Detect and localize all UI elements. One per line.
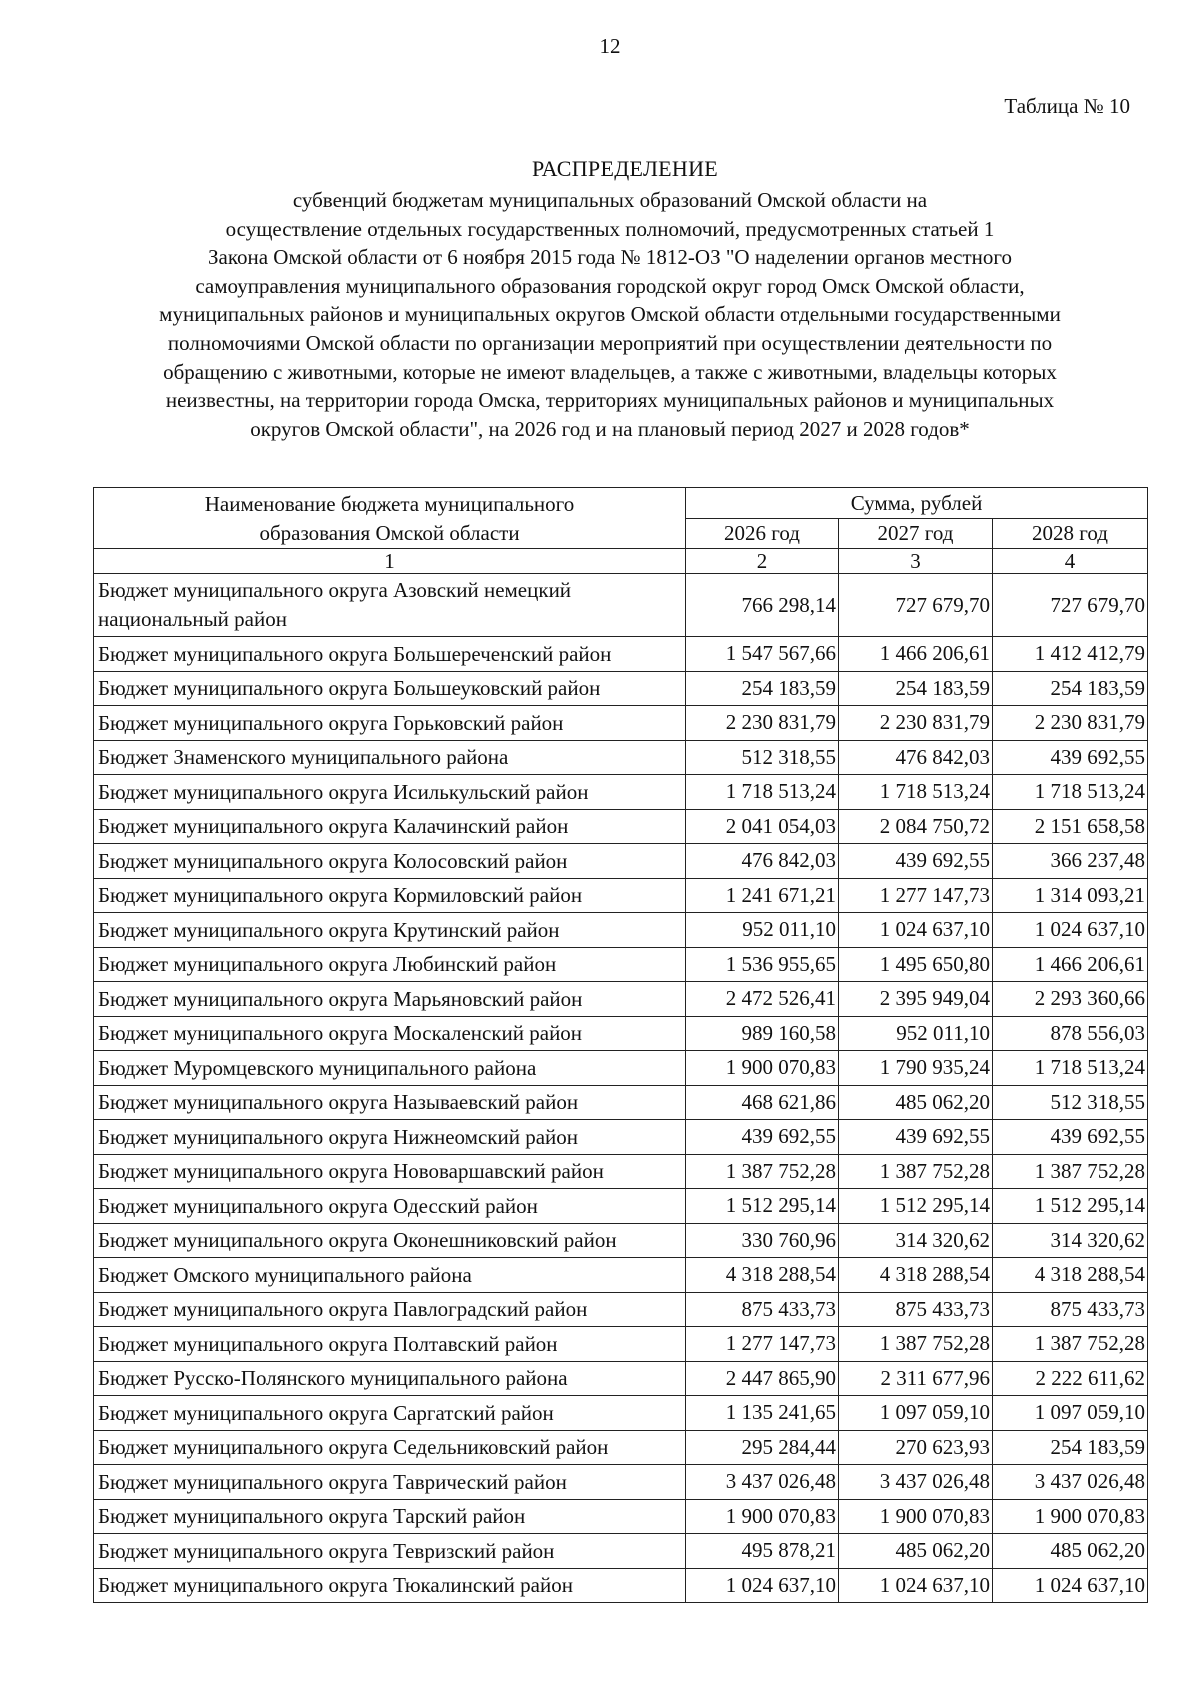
amount-2026-cell: 330 760,96 [686, 1223, 839, 1258]
amount-2026-cell: 1 900 070,83 [686, 1499, 839, 1534]
amount-2026-cell: 1 536 955,65 [686, 947, 839, 982]
budget-name-cell: Бюджет муниципального округа Седельниковский район [94, 1430, 686, 1465]
table-row [94, 1223, 1148, 1258]
column-number: 4 [993, 549, 1148, 574]
budget-name-cell: Бюджет муниципального округа Москаленский район [94, 1016, 686, 1051]
amount-2028-cell: 2 293 360,66 [993, 982, 1148, 1017]
amount-2027-cell: 1 097 059,10 [839, 1396, 993, 1431]
amount-2027-cell: 1 718 513,24 [839, 775, 993, 810]
amount-2027-cell: 485 062,20 [839, 1534, 993, 1569]
budget-name-cell: Бюджет муниципального округа Нижнеомский район [94, 1120, 686, 1155]
amount-2028-cell: 1 718 513,24 [993, 775, 1148, 810]
amount-2026-cell: 439 692,55 [686, 1120, 839, 1155]
table-row [94, 1430, 1148, 1465]
subtitle-line: неизвестны, на территории города Омска, территориях муниципальных районов и муниципальных [165, 388, 1055, 413]
subvention-table [93, 487, 1148, 1603]
amount-2026-cell: 952 011,10 [686, 913, 839, 948]
amount-2028-cell: 485 062,20 [993, 1534, 1148, 1569]
amount-2026-cell: 2 230 831,79 [686, 706, 839, 741]
table-row [94, 844, 1148, 879]
header-budget-name: Наименование бюджета муниципального образования Омской области [94, 488, 686, 549]
budget-name-cell: Бюджет муниципального округа Калачинский район [94, 809, 686, 844]
subtitle-line: самоуправления муниципального образования городской округ город Омск Омской области, [195, 273, 1025, 298]
table-header [94, 488, 1148, 574]
budget-name-cell: Бюджет муниципального округа Большереченский район [94, 637, 686, 672]
budget-name-cell: Бюджет муниципального округа Саргатский район [94, 1396, 686, 1431]
amount-2028-cell: 1 387 752,28 [993, 1154, 1148, 1189]
table-row [94, 913, 1148, 948]
budget-name-cell: Бюджет Русско-Полянского муниципального района [94, 1361, 686, 1396]
amount-2026-cell: 2 472 526,41 [686, 982, 839, 1017]
amount-2027-cell: 1 790 935,24 [839, 1051, 993, 1086]
amount-2027-cell: 2 395 949,04 [839, 982, 993, 1017]
amount-2026-cell: 1 387 752,28 [686, 1154, 839, 1189]
subtitle-line: Закона Омской области от 6 ноября 2015 года № 1812-ОЗ "О наделении органов местного [208, 245, 1012, 270]
table-row [94, 574, 1148, 637]
table-row [94, 740, 1148, 775]
table-row [94, 1568, 1148, 1603]
budget-name-cell: Бюджет муниципального округа Крутинский район [94, 913, 686, 948]
table-row [94, 1085, 1148, 1120]
amount-2026-cell: 1 718 513,24 [686, 775, 839, 810]
table-row [94, 1327, 1148, 1362]
budget-name-cell: Бюджет муниципального округа Называевский район [94, 1085, 686, 1120]
amount-2028-cell: 727 679,70 [993, 574, 1148, 637]
budget-name-cell: Бюджет муниципального округа Исилькульский район [94, 775, 686, 810]
budget-name-cell: Бюджет муниципального округа Любинский район [94, 947, 686, 982]
table-row [94, 1396, 1148, 1431]
amount-2027-cell: 476 842,03 [839, 740, 993, 775]
amount-2026-cell: 254 183,59 [686, 671, 839, 706]
amount-2027-cell: 2 311 677,96 [839, 1361, 993, 1396]
amount-2026-cell: 1 024 637,10 [686, 1568, 839, 1603]
subtitle-line: осуществление отдельных государственных полномочий, предусмотренных статьей 1 [225, 216, 995, 241]
amount-2027-cell: 3 437 026,48 [839, 1465, 993, 1500]
amount-2028-cell: 1 024 637,10 [993, 1568, 1148, 1603]
budget-name-cell: Бюджет муниципального округа Полтавский район [94, 1327, 686, 1362]
subtitle-line: обращению с животными, которые не имеют владельцев, а также с животными, владельцы которых [163, 359, 1057, 384]
amount-2027-cell: 952 011,10 [839, 1016, 993, 1051]
budget-name-cell: Бюджет Омского муниципального района [94, 1258, 686, 1293]
amount-2027-cell: 2 230 831,79 [839, 706, 993, 741]
amount-2027-cell: 1 277 147,73 [839, 878, 993, 913]
header-year-2027: 2027 год [839, 518, 993, 549]
table-row [94, 1292, 1148, 1327]
amount-2026-cell: 1 900 070,83 [686, 1051, 839, 1086]
column-number: 3 [839, 549, 993, 574]
amount-2026-cell: 1 277 147,73 [686, 1327, 839, 1362]
amount-2028-cell: 254 183,59 [993, 671, 1148, 706]
amount-2026-cell: 2 041 054,03 [686, 809, 839, 844]
table-label: Таблица № 10 [1004, 94, 1130, 118]
budget-name-cell: Бюджет муниципального округа Большеуковский район [94, 671, 686, 706]
amount-2027-cell: 727 679,70 [839, 574, 993, 637]
header-sum: Сумма, рублей [686, 488, 1148, 519]
amount-2026-cell: 1 547 567,66 [686, 637, 839, 672]
amount-2026-cell: 1 135 241,65 [686, 1396, 839, 1431]
budget-name-cell: Бюджет Знаменского муниципального района [94, 740, 686, 775]
amount-2026-cell: 495 878,21 [686, 1534, 839, 1569]
amount-2028-cell: 2 151 658,58 [993, 809, 1148, 844]
table-row [94, 1534, 1148, 1569]
budget-name-cell: Бюджет муниципального округа Кормиловский район [94, 878, 686, 913]
amount-2028-cell: 2 230 831,79 [993, 706, 1148, 741]
table-row [94, 1051, 1148, 1086]
amount-2026-cell: 295 284,44 [686, 1430, 839, 1465]
amount-2026-cell: 468 621,86 [686, 1085, 839, 1120]
amount-2026-cell: 2 447 865,90 [686, 1361, 839, 1396]
budget-name-cell: Бюджет муниципального округа Азовский немецкий национальный район [94, 574, 686, 637]
budget-name-cell: Бюджет муниципального округа Павлоградский район [94, 1292, 686, 1327]
budget-name-cell: Бюджет муниципального округа Одесский район [94, 1189, 686, 1224]
amount-2027-cell: 1 387 752,28 [839, 1327, 993, 1362]
amount-2026-cell: 766 298,14 [686, 574, 839, 637]
amount-2028-cell: 439 692,55 [993, 1120, 1148, 1155]
amount-2028-cell: 1 412 412,79 [993, 637, 1148, 672]
amount-2026-cell: 476 842,03 [686, 844, 839, 879]
table-row [94, 775, 1148, 810]
amount-2027-cell: 1 512 295,14 [839, 1189, 993, 1224]
table-row [94, 1361, 1148, 1396]
amount-2028-cell: 1 466 206,61 [993, 947, 1148, 982]
amount-2027-cell: 1 387 752,28 [839, 1154, 993, 1189]
amount-2028-cell: 2 222 611,62 [993, 1361, 1148, 1396]
column-number-row [94, 549, 1148, 574]
amount-2028-cell: 4 318 288,54 [993, 1258, 1148, 1293]
table-row [94, 878, 1148, 913]
header-year-2028: 2028 год [993, 518, 1148, 549]
amount-2027-cell: 439 692,55 [839, 1120, 993, 1155]
table-row [94, 947, 1148, 982]
table-row [94, 637, 1148, 672]
amount-2028-cell: 1 097 059,10 [993, 1396, 1148, 1431]
table-row [94, 706, 1148, 741]
amount-2028-cell: 1 314 093,21 [993, 878, 1148, 913]
table-row [94, 1189, 1148, 1224]
amount-2026-cell: 3 437 026,48 [686, 1465, 839, 1500]
amount-2028-cell: 875 433,73 [993, 1292, 1148, 1327]
amount-2027-cell: 1 024 637,10 [839, 913, 993, 948]
amount-2027-cell: 4 318 288,54 [839, 1258, 993, 1293]
header-year-2026: 2026 год [686, 518, 839, 549]
budget-name-cell: Бюджет муниципального округа Горьковский район [94, 706, 686, 741]
table-row [94, 1016, 1148, 1051]
amount-2028-cell: 366 237,48 [993, 844, 1148, 879]
column-number: 1 [94, 549, 686, 574]
budget-name-cell: Бюджет муниципального округа Тарский район [94, 1499, 686, 1534]
table-row [94, 982, 1148, 1017]
amount-2027-cell: 1 495 650,80 [839, 947, 993, 982]
subtitle-line: округов Омской области", на 2026 год и на плановый период 2027 и 2028 годов* [250, 416, 970, 441]
amount-2028-cell: 512 318,55 [993, 1085, 1148, 1120]
amount-2026-cell: 4 318 288,54 [686, 1258, 839, 1293]
column-number: 2 [686, 549, 839, 574]
table-row [94, 1258, 1148, 1293]
amount-2028-cell: 878 556,03 [993, 1016, 1148, 1051]
amount-2026-cell: 512 318,55 [686, 740, 839, 775]
budget-name-cell: Бюджет муниципального округа Тюкалинский район [94, 1568, 686, 1603]
amount-2026-cell: 1 512 295,14 [686, 1189, 839, 1224]
subtitle-line: субвенций бюджетам муниципальных образований Омской области на [292, 188, 928, 212]
table-row [94, 1120, 1148, 1155]
budget-name-cell: Бюджет муниципального округа Колосовский район [94, 844, 686, 879]
amount-2028-cell: 254 183,59 [993, 1430, 1148, 1465]
budget-name-cell: Бюджет муниципального округа Марьяновский район [94, 982, 686, 1017]
amount-2027-cell: 1 466 206,61 [839, 637, 993, 672]
amount-2027-cell: 314 320,62 [839, 1223, 993, 1258]
amount-2027-cell: 875 433,73 [839, 1292, 993, 1327]
amount-2027-cell: 439 692,55 [839, 844, 993, 879]
amount-2028-cell: 1 512 295,14 [993, 1189, 1148, 1224]
amount-2026-cell: 989 160,58 [686, 1016, 839, 1051]
amount-2028-cell: 3 437 026,48 [993, 1465, 1148, 1500]
subtitle-line: муниципальных районов и муниципальных округов Омской области отдельными государственными [159, 302, 1061, 327]
amount-2026-cell: 1 241 671,21 [686, 878, 839, 913]
header-row [94, 488, 1148, 519]
subtitle-line: полномочиями Омской области по организации мероприятий при осуществлении деятельности по [167, 330, 1053, 355]
amount-2028-cell: 314 320,62 [993, 1223, 1148, 1258]
budget-name-cell: Бюджет муниципального округа Оконешниковский район [94, 1223, 686, 1258]
amount-2028-cell: 1 024 637,10 [993, 913, 1148, 948]
amount-2028-cell: 1 718 513,24 [993, 1051, 1148, 1086]
amount-2028-cell: 1 387 752,28 [993, 1327, 1148, 1362]
amount-2028-cell: 1 900 070,83 [993, 1499, 1148, 1534]
budget-name-cell: Бюджет Муромцевского муниципального района [94, 1051, 686, 1086]
amount-2026-cell: 875 433,73 [686, 1292, 839, 1327]
amount-2027-cell: 485 062,20 [839, 1085, 993, 1120]
table-row [94, 1154, 1148, 1189]
document-subtitle [110, 186, 1110, 443]
amount-2028-cell: 439 692,55 [993, 740, 1148, 775]
table-row [94, 1499, 1148, 1534]
amount-2027-cell: 254 183,59 [839, 671, 993, 706]
table-row [94, 1465, 1148, 1500]
table-row [94, 809, 1148, 844]
document-title: РАСПРЕДЕЛЕНИЕ [531, 156, 719, 181]
budget-name-cell: Бюджет муниципального округа Тевризский район [94, 1534, 686, 1569]
table-row [94, 671, 1148, 706]
page-number: 12 [599, 34, 621, 58]
amount-2027-cell: 270 623,93 [839, 1430, 993, 1465]
amount-2027-cell: 1 024 637,10 [839, 1568, 993, 1603]
budget-name-cell: Бюджет муниципального округа Таврический район [94, 1465, 686, 1500]
budget-name-cell: Бюджет муниципального округа Нововаршавский район [94, 1154, 686, 1189]
table-body [94, 574, 1148, 1603]
amount-2027-cell: 1 900 070,83 [839, 1499, 993, 1534]
amount-2027-cell: 2 084 750,72 [839, 809, 993, 844]
